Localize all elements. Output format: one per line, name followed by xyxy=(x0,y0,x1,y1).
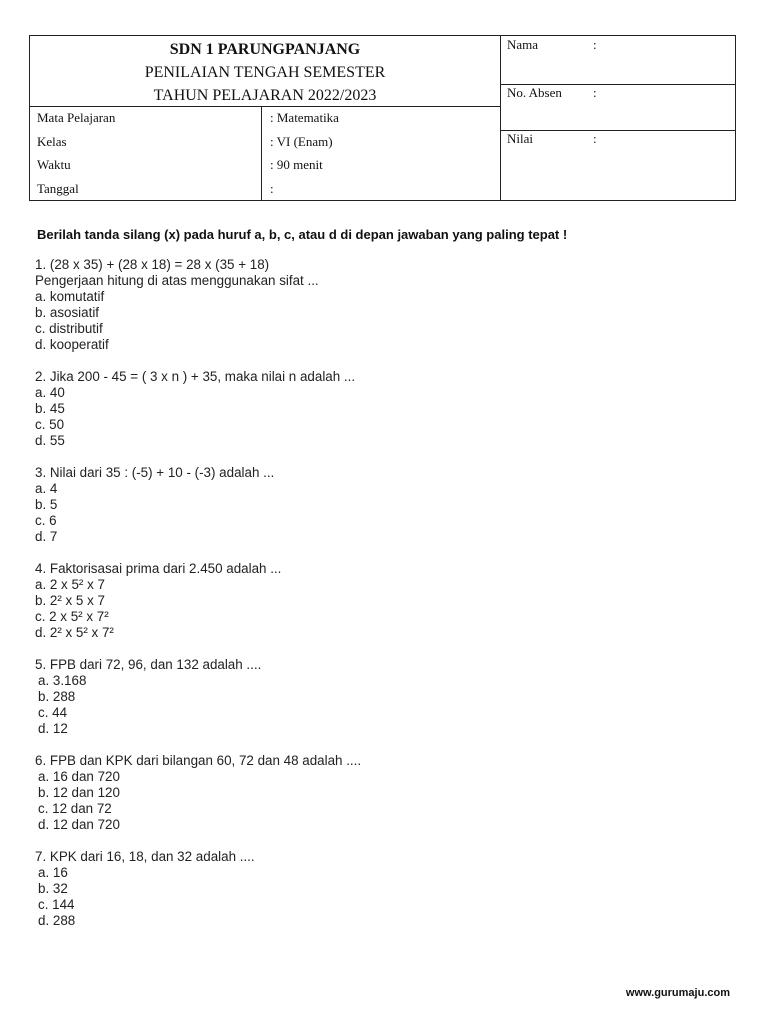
academic-year: TAHUN PELAJARAN 2022/2023 xyxy=(153,87,377,104)
question-stem: 2. Jika 200 - 45 = ( 3 x n ) + 35, maka nilai n adalah ... xyxy=(35,369,356,384)
question-stem: Pengerjaan hitung di atas menggunakan sifat ... xyxy=(35,273,319,288)
info-value: : xyxy=(270,180,274,196)
answer-option: c. 144 xyxy=(38,897,75,912)
exam-title-block xyxy=(30,36,500,107)
exam-name: PENILAIAN TENGAH SEMESTER xyxy=(144,64,386,81)
answer-option: a. 16 dan 720 xyxy=(38,769,120,784)
question-stem: 7. KPK dari 16, 18, dan 32 adalah .... xyxy=(35,849,255,864)
question-stem: 4. Faktorisasai prima dari 2.450 adalah ... xyxy=(35,561,282,576)
answer-option: a. komutatif xyxy=(35,289,105,304)
info-row-class xyxy=(30,130,500,154)
field-label: Nilai xyxy=(507,131,533,146)
student-name-field xyxy=(500,36,736,85)
question-stem: 6. FPB dan KPK dari bilangan 60, 72 dan 48 adalah .... xyxy=(35,753,362,768)
answer-option: d. 12 xyxy=(38,721,68,736)
question-stem: 1. (28 x 35) + (28 x 18) = 28 x (35 + 18) xyxy=(35,257,270,272)
field-colon: : xyxy=(593,85,597,100)
answer-option: c. 12 dan 72 xyxy=(38,801,112,816)
answer-option: a. 3.168 xyxy=(38,673,87,688)
question-list xyxy=(35,257,735,945)
student-info-panel xyxy=(500,36,736,200)
info-row-time xyxy=(30,153,500,177)
info-label: Tanggal xyxy=(37,180,79,196)
answer-option: b. 5 xyxy=(35,497,58,512)
answer-option: d. 288 xyxy=(38,913,76,928)
footer-website: www.gurumaju.com xyxy=(625,987,730,999)
answer-option: a. 4 xyxy=(35,481,58,496)
answer-option: c. distributif xyxy=(35,321,103,336)
question-item xyxy=(35,753,735,833)
question-item xyxy=(35,657,735,737)
answer-option: b. asosiatif xyxy=(35,305,100,320)
answer-option: d. kooperatif xyxy=(35,337,109,352)
score-field xyxy=(500,130,736,200)
answer-option: b. 45 xyxy=(35,401,65,416)
info-label: Mata Pelajaran xyxy=(37,110,116,125)
answer-option: a. 16 xyxy=(38,865,68,880)
info-row-subject xyxy=(30,106,500,130)
question-item xyxy=(35,369,735,449)
answer-option: b. 32 xyxy=(38,881,68,896)
answer-option: a. 40 xyxy=(35,385,65,400)
info-label: Waktu xyxy=(37,157,71,172)
student-number-field xyxy=(500,84,736,131)
exam-header-table xyxy=(29,35,736,201)
answer-option: c. 6 xyxy=(35,513,57,528)
answer-option: a. 2 x 5² x 7 xyxy=(35,577,105,592)
info-value: : Matematika xyxy=(270,110,339,125)
question-stem: 3. Nilai dari 35 : (-5) + 10 - (-3) adalah ... xyxy=(35,465,275,480)
field-label: Nama xyxy=(507,37,539,52)
answer-option: b. 12 dan 120 xyxy=(38,785,120,800)
answer-option: c. 50 xyxy=(35,417,65,432)
answer-option: d. 2² x 5² x 7² xyxy=(35,625,114,640)
field-colon: : xyxy=(593,131,597,146)
question-stem: 5. FPB dari 72, 96, dan 132 adalah .... xyxy=(35,657,262,672)
answer-option: d. 7 xyxy=(35,529,58,544)
school-name: SDN 1 PARUNGPANJANG xyxy=(169,41,361,58)
field-label: No. Absen xyxy=(507,85,562,100)
instruction-text: Berilah tanda silang (x) pada huruf a, b, c, atau d di depan jawaban yang paling tepat ! xyxy=(37,227,568,242)
answer-option: c. 44 xyxy=(38,705,68,720)
question-item xyxy=(35,257,735,353)
answer-option: d. 55 xyxy=(35,433,65,448)
answer-option: d. 12 dan 720 xyxy=(38,817,120,832)
answer-option: b. 2² x 5 x 7 xyxy=(35,593,105,608)
question-item xyxy=(35,849,735,929)
question-item xyxy=(35,561,735,641)
info-label: Kelas xyxy=(37,133,67,149)
field-colon: : xyxy=(593,37,597,52)
info-value: : VI (Enam) xyxy=(270,133,333,149)
exam-details xyxy=(30,106,500,200)
info-row-date xyxy=(30,177,500,201)
info-value: : 90 menit xyxy=(270,157,323,172)
answer-option: b. 288 xyxy=(38,689,76,704)
question-item xyxy=(35,465,735,545)
exam-info-panel xyxy=(30,36,501,200)
answer-option: c. 2 x 5² x 7² xyxy=(35,609,109,624)
